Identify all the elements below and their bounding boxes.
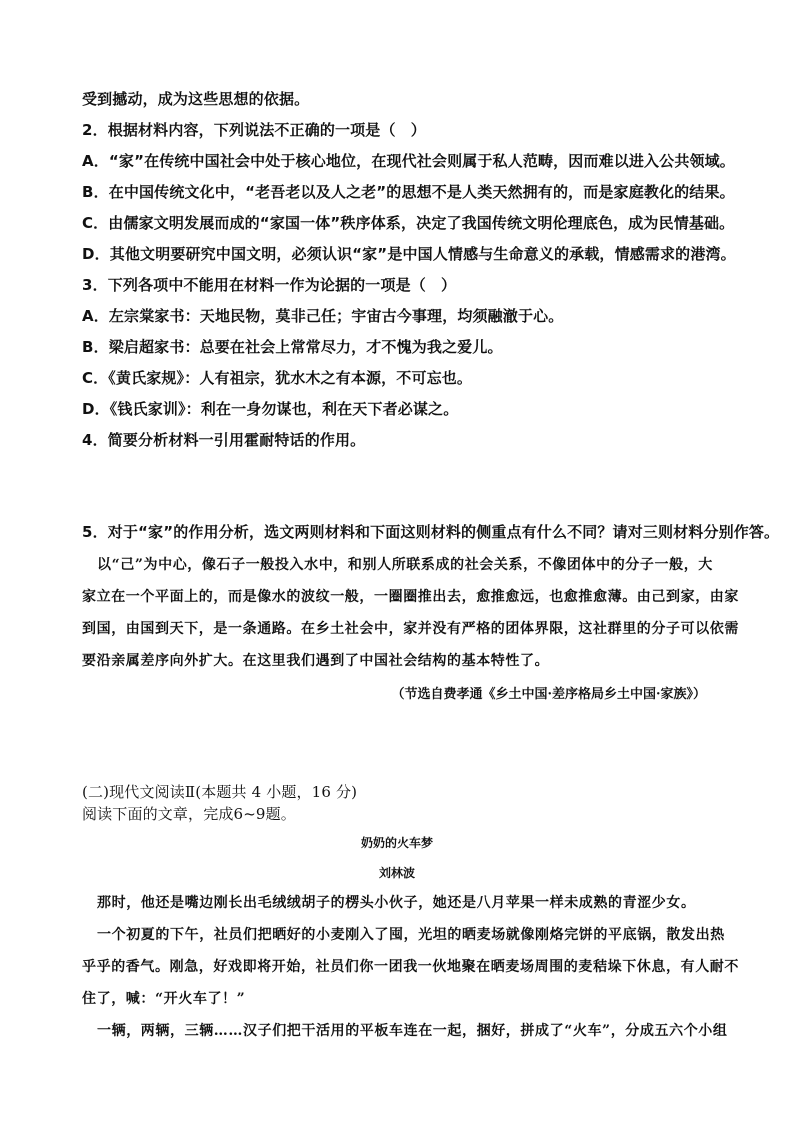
option-3b: B．梁启超家书：总要在社会上常常尽力，才不愧为我之爱儿。 — [82, 338, 503, 356]
question-5: 5．对于“家”的作用分析，选文两则材料和下面这则材料的侧重点有什么不同？请对三则材料分别作答。 — [82, 523, 780, 541]
section-heading: (二)现代文阅读Ⅱ(本题共 4 小题，16 分) — [82, 783, 358, 801]
option-2d: D．其他文明要研究中国文明，必须认识“家”是中国人情感与生命意义的承载，情感需求的港湾。 — [82, 245, 736, 263]
option-3a: A．左宗棠家书：天地民物，莫非己任；宇宙古今事理，均须融澈于心。 — [82, 307, 564, 325]
question-4: 4．简要分析材料一引用霍耐特话的作用。 — [82, 431, 366, 449]
article-line: 一个初夏的下午，社员们把晒好的小麦刚入了囤，光坦的晒麦场就像刚烙完饼的平底锅，散发出热 — [97, 927, 725, 943]
article-title: 奶奶的火车梦 — [360, 836, 433, 850]
passage-line: 以“己”为中心，像石子一般投入水中，和别人所联系成的社会关系，不像团体中的分子一般，大 — [97, 557, 713, 573]
option-2c: C．由儒家文明发展而成的“家国一体”秩序体系，决定了我国传统文明伦理底色，成为民情基础。 — [82, 214, 735, 232]
article-line: 一辆，两辆，三辆……汉子们把干活用的平板车连在一起，捆好，拼成了“火车”，分成五六个小组 — [97, 1023, 728, 1039]
option-3c: C．《黄氏家规》：人有祖宗，犹水木之有本源，不可忘也。 — [82, 369, 473, 387]
article-line: 住了，喊：“开火车了！” — [82, 991, 246, 1007]
passage-citation: （节选自费孝通《乡土中国·差序格局乡土中国·家族》） — [391, 687, 706, 702]
text-line: 受到撼动，成为这些思想的依据。 — [82, 90, 310, 108]
question-3: 3．下列各项中不能用在材料一作为论据的一项是（ ） — [82, 276, 457, 294]
option-2b: B．在中国传统文化中，“老吾老以及人之老”的思想不是人类天然拥有的，而是家庭教化的结果。 — [82, 183, 735, 201]
passage-line: 要沿亲属差序向外扩大。在这里我们遇到了中国社会结构的基本特性了。 — [82, 653, 550, 669]
passage-line: 家立在一个平面上的，而是像水的波纹一般，一圈圈推出去，愈推愈远，也愈推愈薄。由己到家，由家 — [82, 589, 739, 605]
section-instruction: 阅读下面的文章，完成6~9题。 — [82, 805, 296, 823]
question-2: 2．根据材料内容，下列说法不正确的一项是（ ） — [82, 121, 426, 139]
article-line: 乎乎的香气。刚急，好戏即将开始，社员们你一团我一伙地聚在晒麦场周围的麦秸垛下休息，有人耐不 — [82, 959, 739, 975]
article-author: 刘林波 — [378, 866, 415, 880]
article-line: 那时，他还是嘴边刚长出毛绒绒胡子的楞头小伙子，她还是八月苹果一样未成熟的青涩少女。 — [97, 895, 696, 911]
passage-line: 到国，由国到天下，是一条通路。在乡土社会中，家并没有严格的团体界限，这社群里的分子可以依需 — [82, 621, 739, 637]
option-3d: D．《钱氏家训》：利在一身勿谋也，利在天下者必谋之。 — [82, 400, 459, 418]
option-2a: A．“家”在传统中国社会中处于核心地位，在现代社会则属于私人范畴，因而难以进入公共领域。 — [82, 152, 735, 170]
